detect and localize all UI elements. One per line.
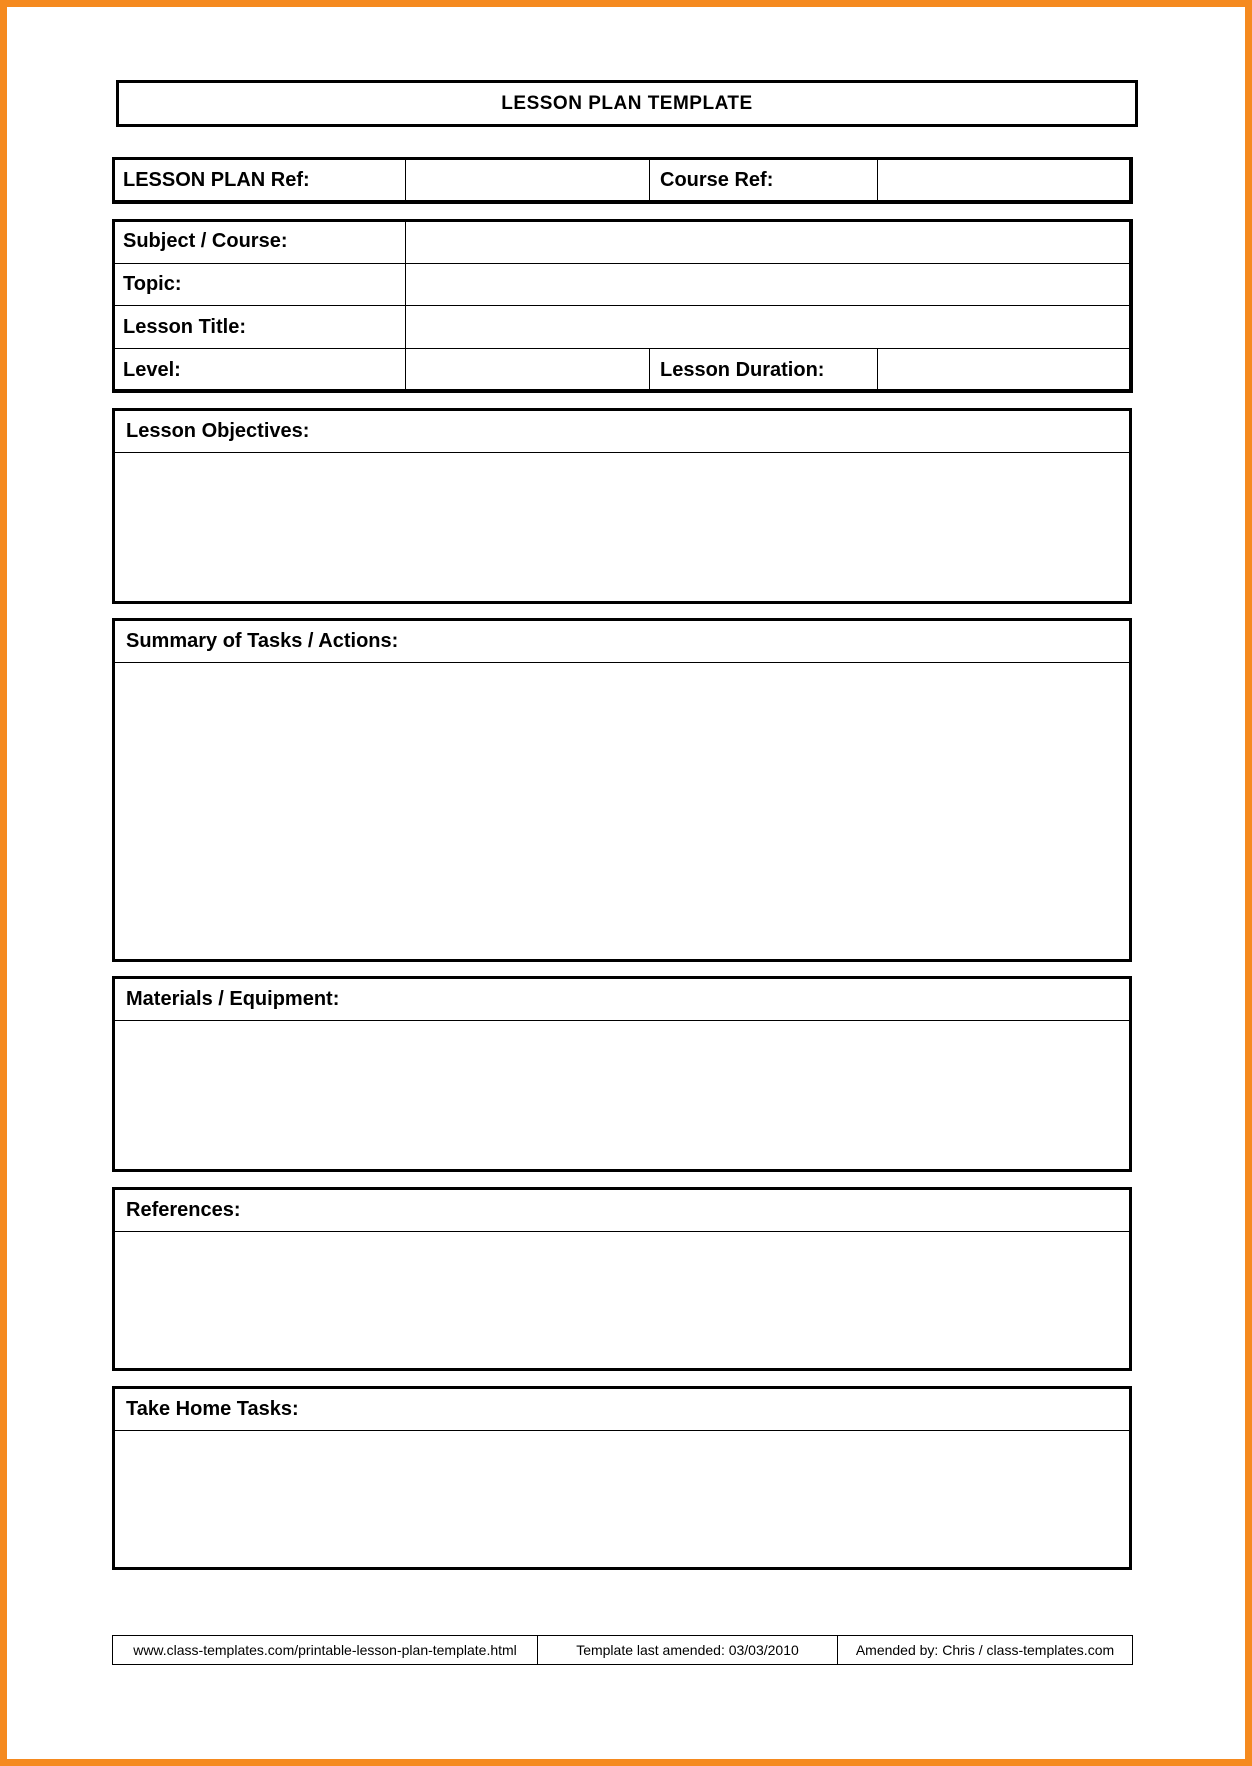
details-table [112, 219, 1133, 393]
summary-tasks-label: Summary of Tasks / Actions: [126, 630, 399, 652]
materials-field[interactable] [115, 1021, 1129, 1169]
level-field[interactable] [406, 349, 650, 393]
footer-url: www.class-templates.com/printable-lesson-plan-template.html [113, 1636, 538, 1665]
references-label: References: [126, 1199, 241, 1221]
materials-section [112, 976, 1132, 1172]
take-home-heading [115, 1389, 1129, 1431]
take-home-label: Take Home Tasks: [126, 1398, 299, 1420]
lesson-title-label: Lesson Title: [113, 306, 406, 349]
course-ref-label: Course Ref: [650, 158, 878, 204]
lesson-duration-field[interactable] [878, 349, 1133, 393]
course-ref-field[interactable] [878, 158, 1133, 204]
footer-amended-by: Amended by: Chris / class-templates.com [838, 1636, 1133, 1665]
ref-table [112, 157, 1133, 204]
document-title-text: LESSON PLAN TEMPLATE [501, 92, 753, 114]
summary-tasks-heading [115, 621, 1129, 663]
subject-label: Subject / Course: [113, 220, 406, 264]
document-title [116, 80, 1138, 127]
topic-label: Topic: [113, 264, 406, 306]
topic-field[interactable] [406, 264, 1133, 306]
lesson-objectives-label: Lesson Objectives: [126, 420, 310, 442]
references-field[interactable] [115, 1232, 1129, 1368]
take-home-section [112, 1386, 1132, 1570]
lesson-duration-label: Lesson Duration: [650, 349, 878, 393]
take-home-field[interactable] [115, 1431, 1129, 1567]
summary-tasks-field[interactable] [115, 663, 1129, 959]
lesson-plan-ref-label: LESSON PLAN Ref: [113, 158, 406, 204]
lesson-objectives-heading [115, 411, 1129, 453]
subject-field[interactable] [406, 220, 1133, 264]
lesson-title-field[interactable] [406, 306, 1133, 349]
materials-heading [115, 979, 1129, 1021]
lesson-objectives-field[interactable] [115, 453, 1129, 601]
footer-table [112, 1635, 1133, 1665]
footer-amended-date: Template last amended: 03/03/2010 [538, 1636, 838, 1665]
references-heading [115, 1190, 1129, 1232]
summary-tasks-section [112, 618, 1132, 962]
lesson-objectives-section [112, 408, 1132, 604]
materials-label: Materials / Equipment: [126, 988, 340, 1010]
lesson-plan-ref-field[interactable] [406, 158, 650, 204]
level-label: Level: [113, 349, 406, 393]
references-section [112, 1187, 1132, 1371]
